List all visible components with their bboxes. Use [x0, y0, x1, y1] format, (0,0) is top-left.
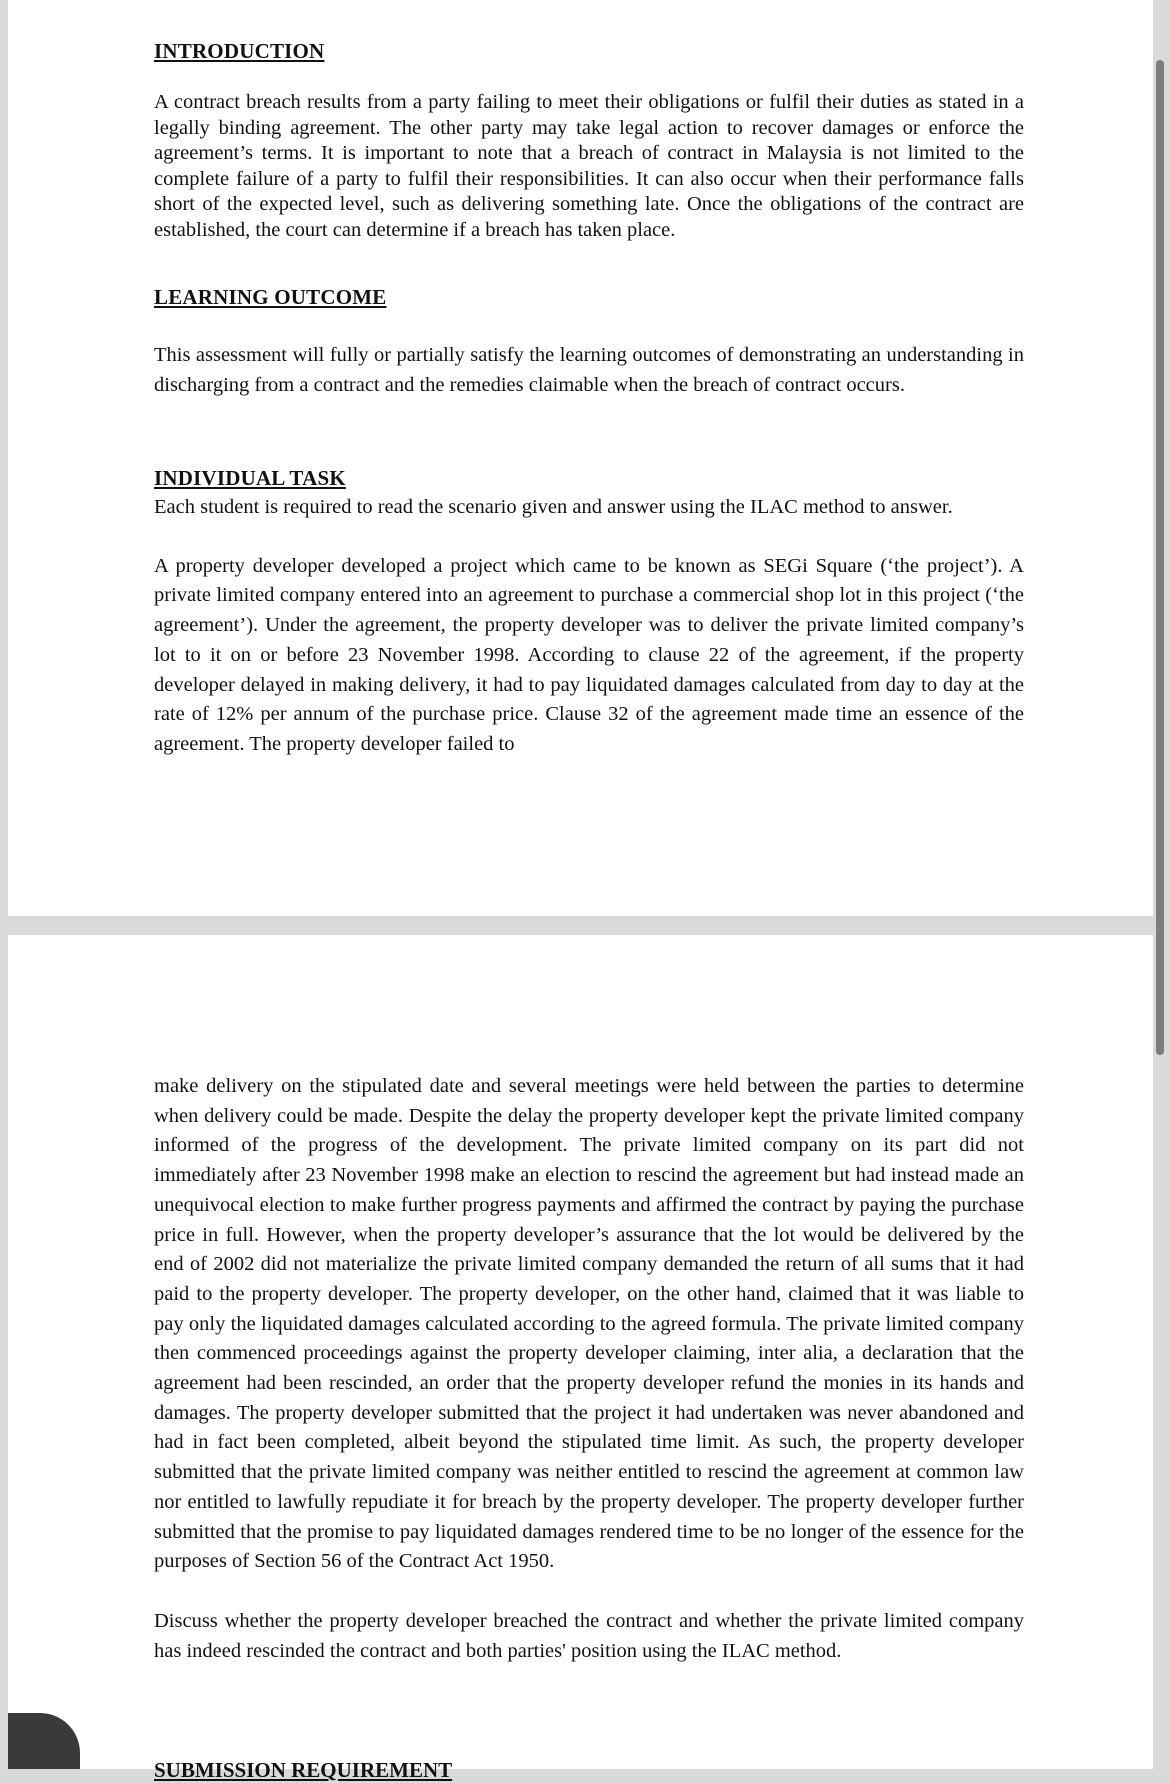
learning-outcome-section — [154, 284, 1024, 400]
learning-outcome-heading: LEARNING OUTCOME — [154, 285, 387, 309]
scenario-continuation-section — [154, 1072, 1024, 1666]
individual-task-heading: INDIVIDUAL TASK — [154, 466, 346, 490]
individual-task-section — [154, 465, 1024, 760]
individual-task-instruction: Each student is required to read the scenario given and answer using the ILAC method to answer. — [154, 496, 953, 518]
discussion-question: Discuss whether the property developer breached the contract and whether the private limited company has indeed rescinded the contract and both parties' position using the ILAC method. — [154, 1609, 1024, 1662]
scenario-paragraph-part-2: make delivery on the stipulated date and several meetings were held between the parties to determine when delivery could be made. Despite the delay the property developer kept the private limited company informed of the progress of the development. The private limited company on its part did not immediately after 23 November 1998 make an election to rescind the agreement but had instead made an unequivocal election to make further progress payments and affirmed the contract by paying the purchase price in full. However, when the property developer’s assurance that the lot would be delivered by the end of 2002 did not materialize the private limited company demanded the return of all sums that it had paid to the property developer. The property developer, on the other hand, claimed that it was liable to pay only the liquidated damages calculated according to the agreed formula. The private limited company then commenced proceedings against the property developer claiming, inter alia, a declaration that the agreement had been rescinded, an order that the property developer refund the monies in its hands and damages. The property developer submitted that the project it had undertaken was never abandoned and had in fact been completed, albeit beyond the stipulated time limit. As such, the property developer submitted that the private limited company was neither entitled to rescind the agreement at common law nor entitled to lawfully repudiate it for breach by the property developer. The property developer further submitted that the promise to pay liquidated damages rendered time to be no longer of the essence for the purposes of Section 56 of the Contract Act 1950. — [154, 1075, 1024, 1573]
vertical-scrollbar[interactable] — [1156, 60, 1164, 1055]
learning-outcome-paragraph: This assessment will fully or partially satisfy the learning outcomes of demonstrating an understanding in discharging from a contract and the remedies claimable when the breach of contract occurs. — [154, 344, 1024, 396]
page-corner-overlay — [8, 1713, 80, 1769]
document-page-2 — [8, 935, 1153, 1769]
scenario-paragraph-part-1: A property developer developed a project which came to be known as SEGi Square (‘the project’). A private limited company entered into an agreement to purchase a commercial shop lot in this project (‘the agreement’). Under the agreement, the property developer was to deliver the private limited company’s lot to it on or before 23 November 1998. According to clause 22 of the agreement, if the property developer delayed in making delivery, it had to pay liquidated damages calculated from day to day at the rate of 12% per annum of the purchase price. Clause 32 of the agreement made time an essence of the agreement. The property developer failed to — [154, 554, 1024, 755]
submission-requirement-heading-partial: SUBMISSION REQUIREMENT — [154, 1758, 453, 1782]
introduction-section — [154, 38, 1024, 244]
introduction-heading: INTRODUCTION — [154, 39, 325, 63]
introduction-paragraph: A contract breach results from a party failing to meet their obligations or fulfil their duties as stated in a legally binding agreement. The other party may take legal action to recover damages or enforce the agreement’s terms. It is important to note that a breach of contract in Malaysia is not limited to the complete failure of a party to fulfil their responsibilities. It can also occur when their performance falls short of the expected level, such as delivering something late. Once the obligations of the contract are established, the court can determine if a breach has taken place. — [154, 91, 1024, 241]
document-page-1 — [8, 0, 1153, 916]
